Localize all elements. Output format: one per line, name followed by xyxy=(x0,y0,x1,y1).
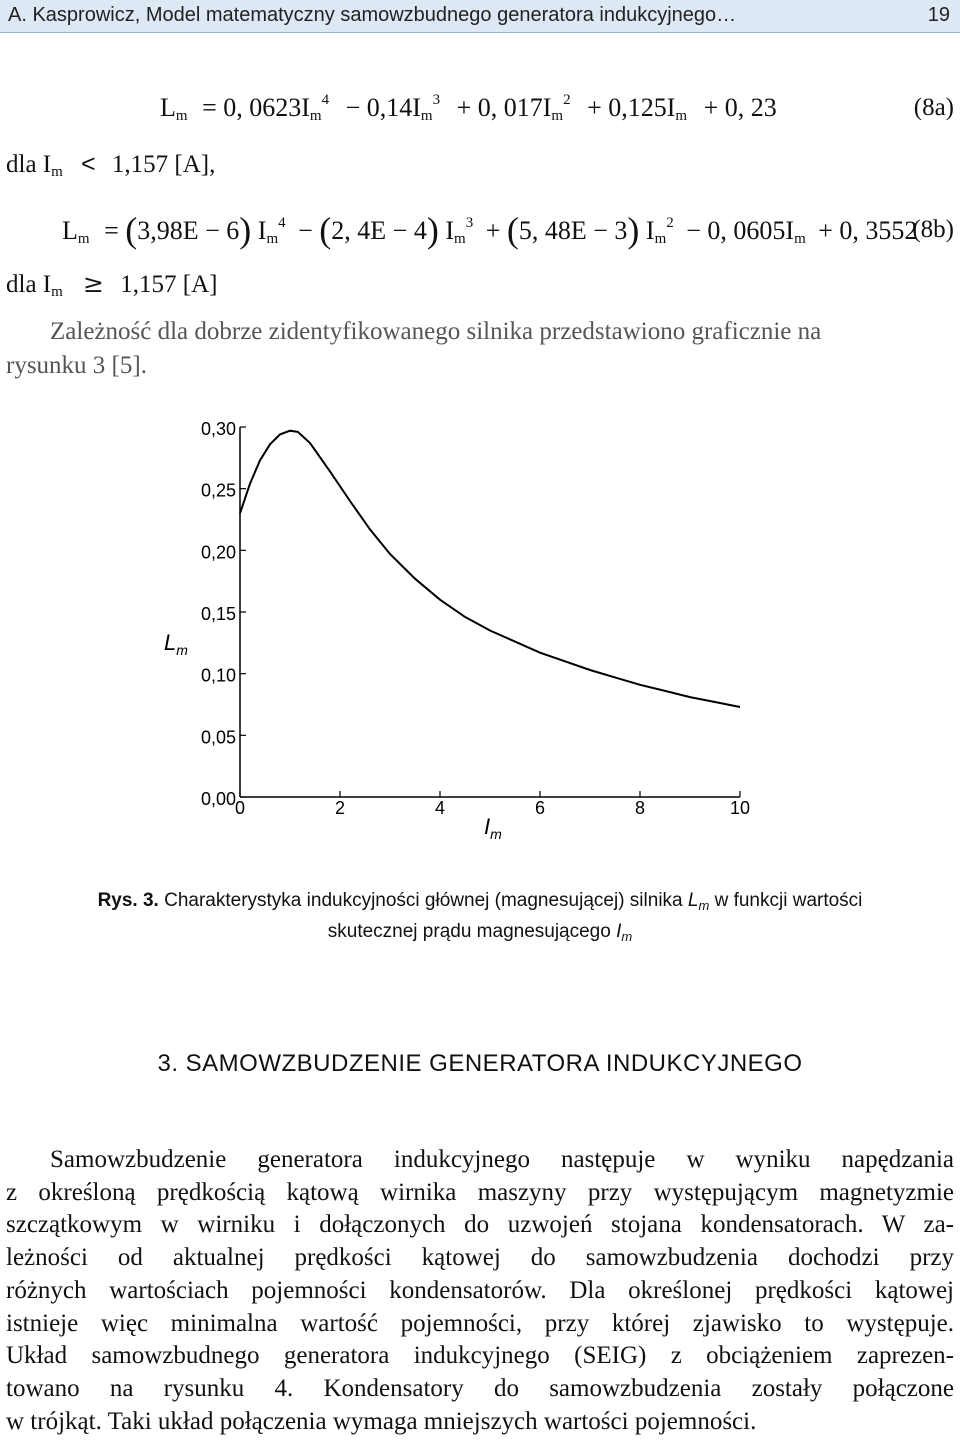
y-tick-label: 0,30 xyxy=(200,419,236,439)
intro-line-2: rysunku 3 [5]. xyxy=(6,352,147,379)
chart-y-ticks xyxy=(201,419,246,809)
x-tick-label: 6 xyxy=(534,798,546,818)
eq8a-term1-sup: 4 xyxy=(321,92,330,108)
body-line: istnieje więc minimalna wartość pojemności, przy której zjawisko to występuje. xyxy=(6,1309,954,1337)
caption-text-1: Charakterystyka indukcyjności głównej (magnesującej) silnika xyxy=(158,890,688,911)
body-line: Układ samowzbudnego generatora indukcyjnego (SEIG) z obciążeniem zaprezen- xyxy=(6,1342,954,1370)
eq8b-coef1: 3,98E − 6 xyxy=(137,216,240,245)
equation-8a xyxy=(160,92,777,125)
cond8b-relation: ≥ xyxy=(83,269,104,298)
eq8b-i2-sub: m xyxy=(454,231,466,247)
x-tick-label: 4 xyxy=(434,798,446,818)
running-header xyxy=(0,0,960,33)
eq8a-term2-sub: m xyxy=(420,108,433,124)
intro-line-1: Zależność dla dobrze zidentyfikowanego silnika przedstawiono graficznie na xyxy=(50,318,822,345)
eq8a-term4-sub: m xyxy=(675,108,688,124)
condition-8a xyxy=(6,150,215,181)
eq8b-i1: I xyxy=(257,216,267,245)
cond8a-sub: m xyxy=(51,164,63,180)
eq8a-term4: + 0,125I xyxy=(587,93,676,122)
eq8b-coef3: 5, 48E − 3 xyxy=(518,216,628,245)
body-line: towano na rysunku 4. Kondensatory do samowzbudzenia zostały połączone xyxy=(6,1374,954,1402)
x-tick-label: 8 xyxy=(634,798,646,818)
y-tick-label: 0,25 xyxy=(200,480,236,501)
eq8b-i2-sup: 3 xyxy=(465,215,474,231)
caption-lm-sub: m xyxy=(698,898,710,913)
eq8b-i3: I xyxy=(645,216,655,245)
figure-caption xyxy=(40,888,920,950)
eq8b-paren-open-3: ( xyxy=(506,210,519,250)
eq8b-term5: + 0, 3552 xyxy=(818,216,918,245)
eq8b-lhs-sub: m xyxy=(77,231,90,247)
y-tick-label: 0,10 xyxy=(200,665,236,686)
section-heading: 3. SAMOWZBUDZENIE GENERATORA INDUKCYJNEGO xyxy=(157,1050,803,1077)
chart-y-label: $L_m$ xyxy=(164,630,188,658)
eq8b-paren-close-3: ) xyxy=(627,210,640,250)
eq8a-term2-sup: 3 xyxy=(432,92,441,108)
y-tick-label: 0,20 xyxy=(200,542,236,563)
eq8b-i3-sup: 2 xyxy=(666,215,674,231)
cond8b-sub: m xyxy=(51,284,63,300)
cond8b-prefix: dla I xyxy=(6,271,52,298)
body-line: szczątkowym w wirniku i dołączonych do uzwojeń stojana kondensatorach. W za- xyxy=(6,1211,954,1239)
y-tick-label: 0,15 xyxy=(200,604,236,624)
caption-text-2: w funkcji wartości xyxy=(709,890,863,911)
eq8b-i1-sup: 4 xyxy=(278,215,286,231)
cond8a-relation: < xyxy=(81,150,96,178)
eq8a-term3-sup: 2 xyxy=(563,92,571,108)
x-tick-label: 10 xyxy=(729,798,751,818)
chart-x-label: $I_m$ xyxy=(484,814,502,842)
eq8b-paren-open-1: ( xyxy=(125,210,138,250)
eq8b-op2: − xyxy=(298,216,313,245)
x-tick-label: 0 xyxy=(234,798,246,818)
eq8b-i2: I xyxy=(445,216,455,245)
equation-8b xyxy=(62,209,917,251)
eq8b-i1-sub: m xyxy=(266,231,279,247)
page-number: 19 xyxy=(927,4,950,26)
eq8a-term5: + 0, 23 xyxy=(703,93,777,122)
eq8b-coef2: 2, 4E − 4 xyxy=(331,216,427,245)
eq8a-label: (8a) xyxy=(913,94,954,121)
eq8b-paren-open-2: ( xyxy=(319,210,332,250)
cond8a-prefix: dla I xyxy=(6,151,52,178)
eq8a-term2: − 0,14I xyxy=(345,93,421,122)
eq8a-term1-sub: m xyxy=(309,108,322,124)
body-line: w trójkąt. Taki układ połączenia wymaga mniejszych wartości pojemności. xyxy=(6,1407,757,1435)
y-tick-label: 0,05 xyxy=(200,727,236,748)
body-paragraph xyxy=(6,1144,954,1438)
caption-im-sub: m xyxy=(621,929,633,944)
eq8b-term4-sub: m xyxy=(794,231,806,247)
body-line: Samowzbudzenie generatora indukcyjnego następuje w wyniku napędzania xyxy=(50,1146,954,1173)
eq8b-label: (8b) xyxy=(912,216,954,243)
body-line: z określoną prędkością kątową wirnika maszyny przy występującym magnetyzmie xyxy=(6,1178,954,1206)
eq8b-lhs: L xyxy=(62,216,78,245)
x-tick-label: 2 xyxy=(334,798,346,818)
eq8b-paren-close-1: ) xyxy=(239,210,252,250)
chart-axes xyxy=(240,427,740,797)
eq8b-op3: + xyxy=(485,216,501,245)
inductance-chart xyxy=(0,400,960,860)
eq8a-term3: + 0, 017I xyxy=(456,93,552,122)
cond8b-value: 1,157 [A] xyxy=(120,271,218,298)
condition-8b xyxy=(6,269,217,301)
inductance-curve xyxy=(240,431,740,707)
cond8a-value: 1,157 [A], xyxy=(111,151,216,178)
eq8b-paren-close-2: ) xyxy=(426,210,439,250)
header-title: A. Kasprowicz, Model matematyczny samowzbudnego generatora indukcyjnego… xyxy=(8,4,737,26)
eq8b-i3-sub: m xyxy=(654,231,667,247)
caption-im: I xyxy=(616,921,622,942)
chart-x-ticks xyxy=(235,791,750,818)
eq8a-term1: = 0, 0623I xyxy=(202,93,310,122)
eq8a-lhs: L xyxy=(160,93,176,122)
body-line: leżności od aktualnej prędkości kątowej do samowzbudzenia dochodzi przy xyxy=(6,1244,954,1272)
eq8a-lhs-sub: m xyxy=(175,108,188,124)
eq8a-term3-sub: m xyxy=(551,108,564,124)
y-tick-label: 0,00 xyxy=(200,789,236,809)
body-line: różnych wartościach pojemności kondensatorów. Dla określonej prędkości kątowej xyxy=(6,1276,954,1304)
caption-text-3: skutecznej prądu magnesującego xyxy=(327,921,617,942)
eq8b-term4: − 0, 0605I xyxy=(686,216,795,245)
caption-label: Rys. 3. xyxy=(97,890,159,911)
eq8b-equals: = xyxy=(104,216,119,245)
caption-lm: L xyxy=(687,890,699,911)
